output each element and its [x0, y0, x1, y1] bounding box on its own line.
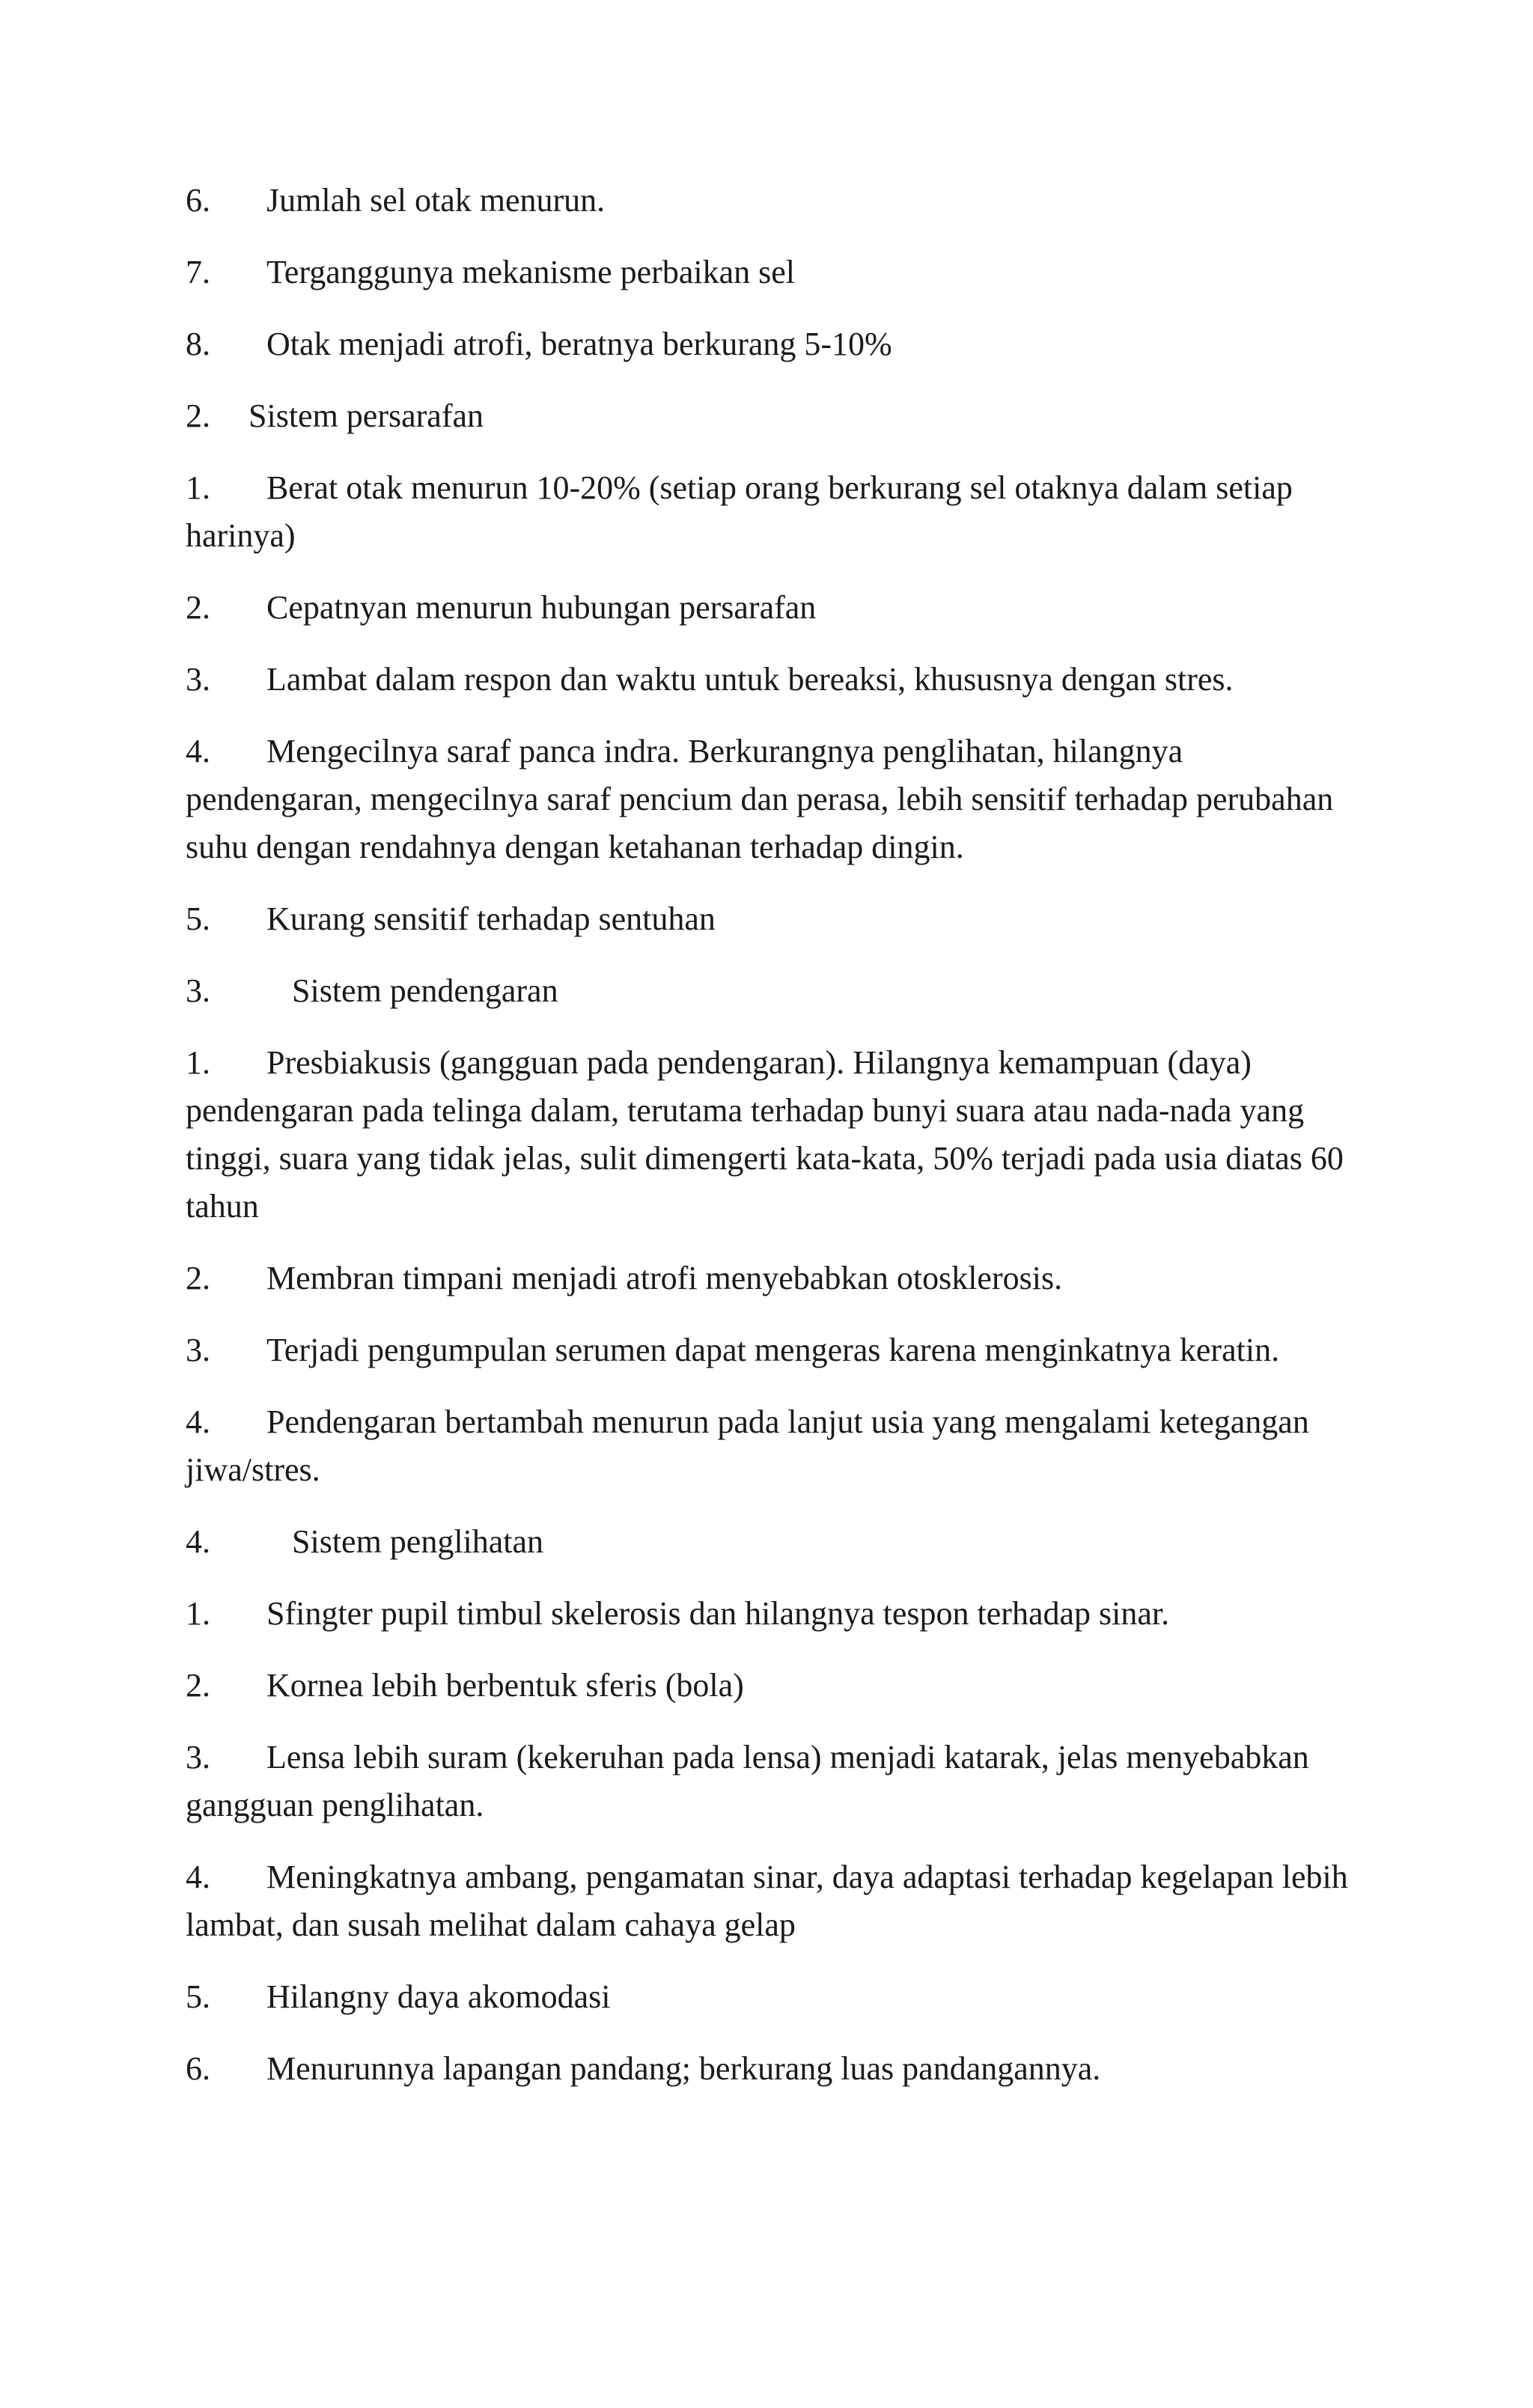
list-item — [186, 1973, 1353, 2021]
item-text: Lensa lebih suram (kekeruhan pada lensa) menjadi katarak, jelas menyebabkan gangguan penglihatan. — [186, 1739, 1309, 1823]
section-heading — [186, 392, 1353, 440]
section-number: 2. — [186, 397, 210, 434]
list-item — [186, 320, 1353, 368]
item-number: 4. — [186, 1403, 210, 1440]
item-text: Mengecilnya saraf panca indra. Berkurangnya penglihatan, hilangnya pendengaran, mengecilnya saraf pencium dan perasa, lebih sensitif terhadap perubahan suhu dengan rendahnya dengan ketahanan terhadap dingin. — [186, 733, 1334, 865]
item-text: Berat otak menurun 10-20% (setiap orang berkurang sel otaknya dalam setiap harinya) — [186, 469, 1293, 554]
item-text: Kornea lebih berbentuk sferis (bola) — [266, 1667, 744, 1704]
item-number: 2. — [186, 589, 210, 626]
item-text: Pendengaran bertambah menurun pada lanjut usia yang mengalami ketegangan jiwa/stres. — [186, 1403, 1309, 1488]
item-text: Membran timpani menjadi atrofi menyebabkan otosklerosis. — [266, 1260, 1063, 1296]
list-item — [186, 1326, 1353, 1374]
item-number: 1. — [186, 469, 210, 506]
list-item — [186, 1734, 1353, 1829]
item-text: Hilangny daya akomodasi — [266, 1978, 611, 2015]
item-number: 2. — [186, 1667, 210, 1704]
item-text: Kurang sensitif terhadap sentuhan — [266, 900, 716, 937]
document-body — [186, 177, 1353, 2117]
item-number: 4. — [186, 733, 210, 769]
item-text: Jumlah sel otak menurun. — [266, 182, 606, 219]
list-item — [186, 1255, 1353, 1302]
list-item — [186, 249, 1353, 296]
item-text: Sfingter pupil timbul skelerosis dan hilangnya tespon terhadap sinar. — [266, 1595, 1170, 1632]
list-item — [186, 656, 1353, 704]
item-number: 3. — [186, 1332, 210, 1368]
list-item — [186, 1039, 1353, 1231]
item-number: 6. — [186, 182, 210, 219]
list-item — [186, 1853, 1353, 1949]
item-text: Terganggunya mekanisme perbaikan sel — [266, 254, 795, 290]
item-number: 3. — [186, 1739, 210, 1775]
list-item — [186, 584, 1353, 632]
item-number: 1. — [186, 1044, 210, 1081]
item-number: 8. — [186, 326, 210, 362]
section-number: 4. — [186, 1523, 210, 1560]
item-number: 5. — [186, 1978, 210, 2015]
item-number: 7. — [186, 254, 210, 290]
list-item — [186, 1398, 1353, 1494]
item-number: 4. — [186, 1859, 210, 1895]
list-item — [186, 728, 1353, 871]
list-item — [186, 1662, 1353, 1710]
section-title: Sistem pendengaran — [292, 972, 558, 1009]
item-number: 6. — [186, 2050, 210, 2087]
item-text: Menurunnya lapangan pandang; berkurang luas pandangannya. — [266, 2050, 1101, 2087]
item-number: 2. — [186, 1260, 210, 1296]
item-text: Lambat dalam respon dan waktu untuk bereaksi, khususnya dengan stres. — [266, 661, 1234, 698]
section-title: Sistem persarafan — [249, 397, 484, 434]
item-text: Presbiakusis (gangguan pada pendengaran). Hilangnya kemampuan (daya) pendengaran pada telinga dalam, terutama terhadap bunyi suara atau nada-nada yang tinggi, suara yang tidak jelas, sulit dimengerti kata-kata, 50% terjadi pada usia diatas 60 tahun — [186, 1044, 1344, 1225]
list-item — [186, 177, 1353, 225]
section-title: Sistem penglihatan — [292, 1523, 544, 1560]
section-number: 3. — [186, 972, 210, 1009]
list-item — [186, 2045, 1353, 2093]
item-text: Meningkatnya ambang, pengamatan sinar, daya adaptasi terhadap kegelapan lebih lambat, dan susah melihat dalam cahaya gelap — [186, 1859, 1348, 1943]
item-number: 1. — [186, 1595, 210, 1632]
item-number: 3. — [186, 661, 210, 698]
list-item — [186, 895, 1353, 943]
list-item — [186, 464, 1353, 560]
list-item — [186, 1590, 1353, 1638]
item-text: Otak menjadi atrofi, beratnya berkurang 5-10% — [266, 326, 892, 362]
section-heading — [186, 967, 1353, 1015]
section-heading — [186, 1518, 1353, 1566]
item-text: Terjadi pengumpulan serumen dapat mengeras karena menginkatnya keratin. — [266, 1332, 1280, 1368]
item-text: Cepatnyan menurun hubungan persarafan — [266, 589, 817, 626]
item-number: 5. — [186, 900, 210, 937]
